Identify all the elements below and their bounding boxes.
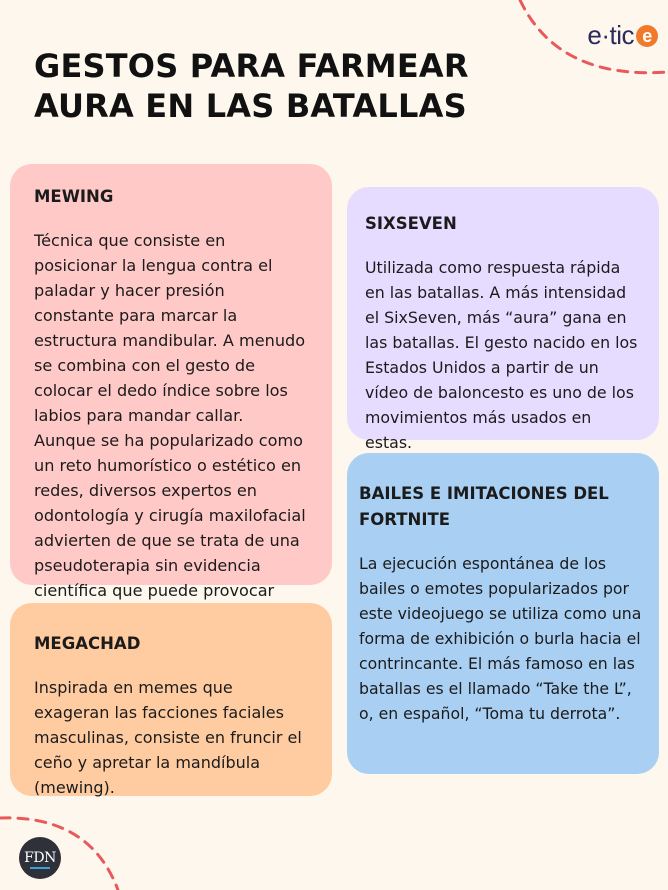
card-heading: MEWING [34,187,114,206]
card-megachad [10,603,332,796]
etic-logo [587,20,658,51]
card-body: La ejecución espontánea de los bailes o emotes popularizados por este videojuego se utiliza como una forma de exhibición o burla hacia el contrincante. El más famoso en las batallas es el llamado “Take the L”, o, en español, “Toma tu derrota”. [359,554,642,723]
card-bailes [347,453,659,774]
card-heading: MEGACHAD [34,634,141,653]
card-body: Inspirada en memes que exageran las facciones faciales masculinas, consiste en fruncir el ceño y apretar la mandíbula (mewing). [34,678,302,797]
card-heading: BAILES E IMITACIONES DEL FORTNITE [359,484,609,529]
card-body: Utilizada como respuesta rápida en las batallas. A más intensidad el SixSeven, más “aura” gana en las batallas. El gesto nacido en los Estados Unidos a partir de un vídeo de baloncesto es uno de los movimientos más usados en estas. [365,258,638,452]
logo-text: e·tic [587,20,634,50]
card-body: Técnica que consiste en posicionar la lengua contra el paladar y hacer presión constante para marcar la estructura mandibular. A menudo se combina con el gesto de colocar el dedo índice sobre los labios para mandar callar. Aunque se ha popularizado como un reto humorístico o estético en redes, diversos expertos en odontología y cirugía maxilofacial advierten de que se trata de una pseudoterapia sin evidencia científica que puede provocar [34,231,306,600]
logo-badge: e [636,25,658,47]
card-sixseven [347,187,659,452]
card-heading: SIXSEVEN [365,214,457,233]
card-mewing [10,164,332,600]
page-title: GESTOS PARA FARMEAR AURA EN LAS BATALLAS [34,47,469,125]
fdn-logo: FDN [19,837,61,879]
